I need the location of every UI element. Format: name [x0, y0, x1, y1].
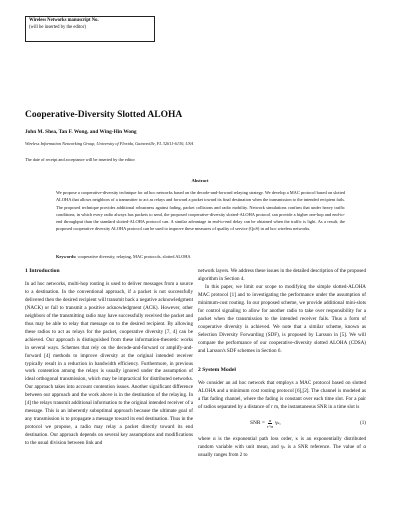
keywords-line — [56, 254, 345, 259]
manuscript-box-title: Wireless Networks manuscript No. — [29, 18, 99, 23]
manuscript-box — [25, 16, 155, 42]
paper-authors: John M. Shea, Tan F. Wong, and Wing-Hin Wong — [25, 129, 137, 135]
paper-title: Cooperative-Diversity Slotted ALOHA — [25, 110, 183, 120]
right-column — [198, 268, 366, 460]
equation-lhs: SNR = — [250, 419, 265, 426]
fraction-numerator: α — [268, 418, 272, 424]
keywords-label: Keywords: — [56, 254, 77, 259]
equation-number: (1) — [360, 420, 366, 427]
fraction-denominator: r^α — [266, 424, 274, 430]
scope-paragraph: In this paper, we limit our scope to modifying the simple slotted-ALOHA MAC protocol [1] and to investigating the performance under the assumption of minimum-cost routing. In our proposed scheme, we provide additional mini-slots for control signaling to allow for another radio to take over responsibility for a packet when the transmission to the intended receiver fails. Thus a form of cooperative diversity is achieved. We note that a similar scheme, known as Selection Diversity Forwarding (SDF), is proposed by Larsson in [5]. We will compare the performance of our cooperative-diversity slotted ALOHA (CDSA) and Larsson's SDF schemes in Section 6. — [198, 283, 366, 354]
manuscript-box-subtitle: (will be inserted by the editor) — [29, 24, 86, 30]
section-heading-introduction: 1 Introduction — [25, 268, 60, 274]
intro-continuation: network layers. We address these issues in the detailed description of the proposed algorithm in Section 4. — [198, 268, 366, 282]
abstract-text: We propose a cooperative-diversity technique for ad hoc networks based on the decode-and-forward relaying strategy. We develop a MAC protocol based on slotted ALOHA that allows neighbors of a transmitter to act as relays and forward a packet toward its final destination when the transmission to the intended recipient fails. The proposed technique provides additional robustness against fading, packet collisions and radio mobility. Network simulations confirm that under heavy traffic conditions, in which every radio always has packets to send, the proposed cooperative-diversity slotted-ALOHA protocol can provide a higher one-hop and end-to-end throughput than the standard slotted-ALOHA protocol can. A similar advantage in end-to-end delay can be obtained when the traffic is light. As a result, the proposed cooperative diversity ALOHA protocol can be used to improve these measures of quality of service (QoS) in ad hoc wireless networks. — [56, 190, 345, 232]
keywords-list: cooperative diversity, relaying, MAC protocols, slotted ALOHA — [77, 254, 191, 259]
path-loss-paragraph: where α is the exponential path loss order, κ is an exponentially distributed random variable with unit mean, and γₖ is a SNR reference. The value of α usually ranges from 2 to — [198, 436, 366, 459]
equation-rhs: γₖ, — [275, 419, 281, 426]
paper-affiliation: Wireless Information Networking Group, University of Florida, Gainesville, FL 32611-6130, USA — [25, 141, 194, 146]
left-column — [25, 268, 193, 448]
system-model-paragraph: We consider an ad hoc network that employs a MAC protocol based on slotted ALOHA and a minimum cost routing protocol [6],[2]. The channel is modeled as a flat fading channel, where the fading is constant over each time slot. For a pair of radios separated by a distance of r m, the instantaneous SNR in a time slot is — [198, 380, 366, 411]
snr-equation — [198, 414, 366, 434]
abstract-heading: Abstract — [191, 178, 209, 183]
receipt-dates: The date of receipt and acceptance will be inserted by the editor — [25, 157, 135, 162]
section-heading-system-model: 2 System Model — [198, 367, 236, 374]
equation-fraction — [267, 418, 273, 429]
intro-paragraph: In ad hoc networks, multi-hop routing is used to deliver messages from a source to a destination. In the conventional approach, if a packet is not successfully delivered then the desired recipient will transmit back a negative acknowledgment (NACK) or fail to transmit a positive acknowledgment (ACK). However, other neighbors of the transmitting radio may have successfully received the packet and thus may be able to relay that message on to the desired recipient. By allowing these radios to act as relays for the packet, cooperative diversity [7, 4] can be achieved. Our approach is distinguished from these information-theoretic works in several ways. Schemes that rely on the decode-and-forward or amplify-and-forward [4] methods to improve diversity at the original intended receiver typically result in a reduction in bandwidth efficiency. Furthermore, in previous work contention among the relays is usually ignored under the assumption of ideal orthogonal transmission, which may be impractical for distributed networks. Our approach takes into account contention issues. Another significant difference between our approach and the work above is in the destination of the relaying. In [4] the relays transmit additional information to the original intended receiver of a message. This is an inherently suboptimal approach because the ultimate goal of any transmission is to propagate a message toward its end destination. Thus in the protocol we propose, a radio may relay a packet directly toward its end destination. Our approach depends on several key assumptions and modifications to the usual division between link and — [25, 281, 193, 447]
